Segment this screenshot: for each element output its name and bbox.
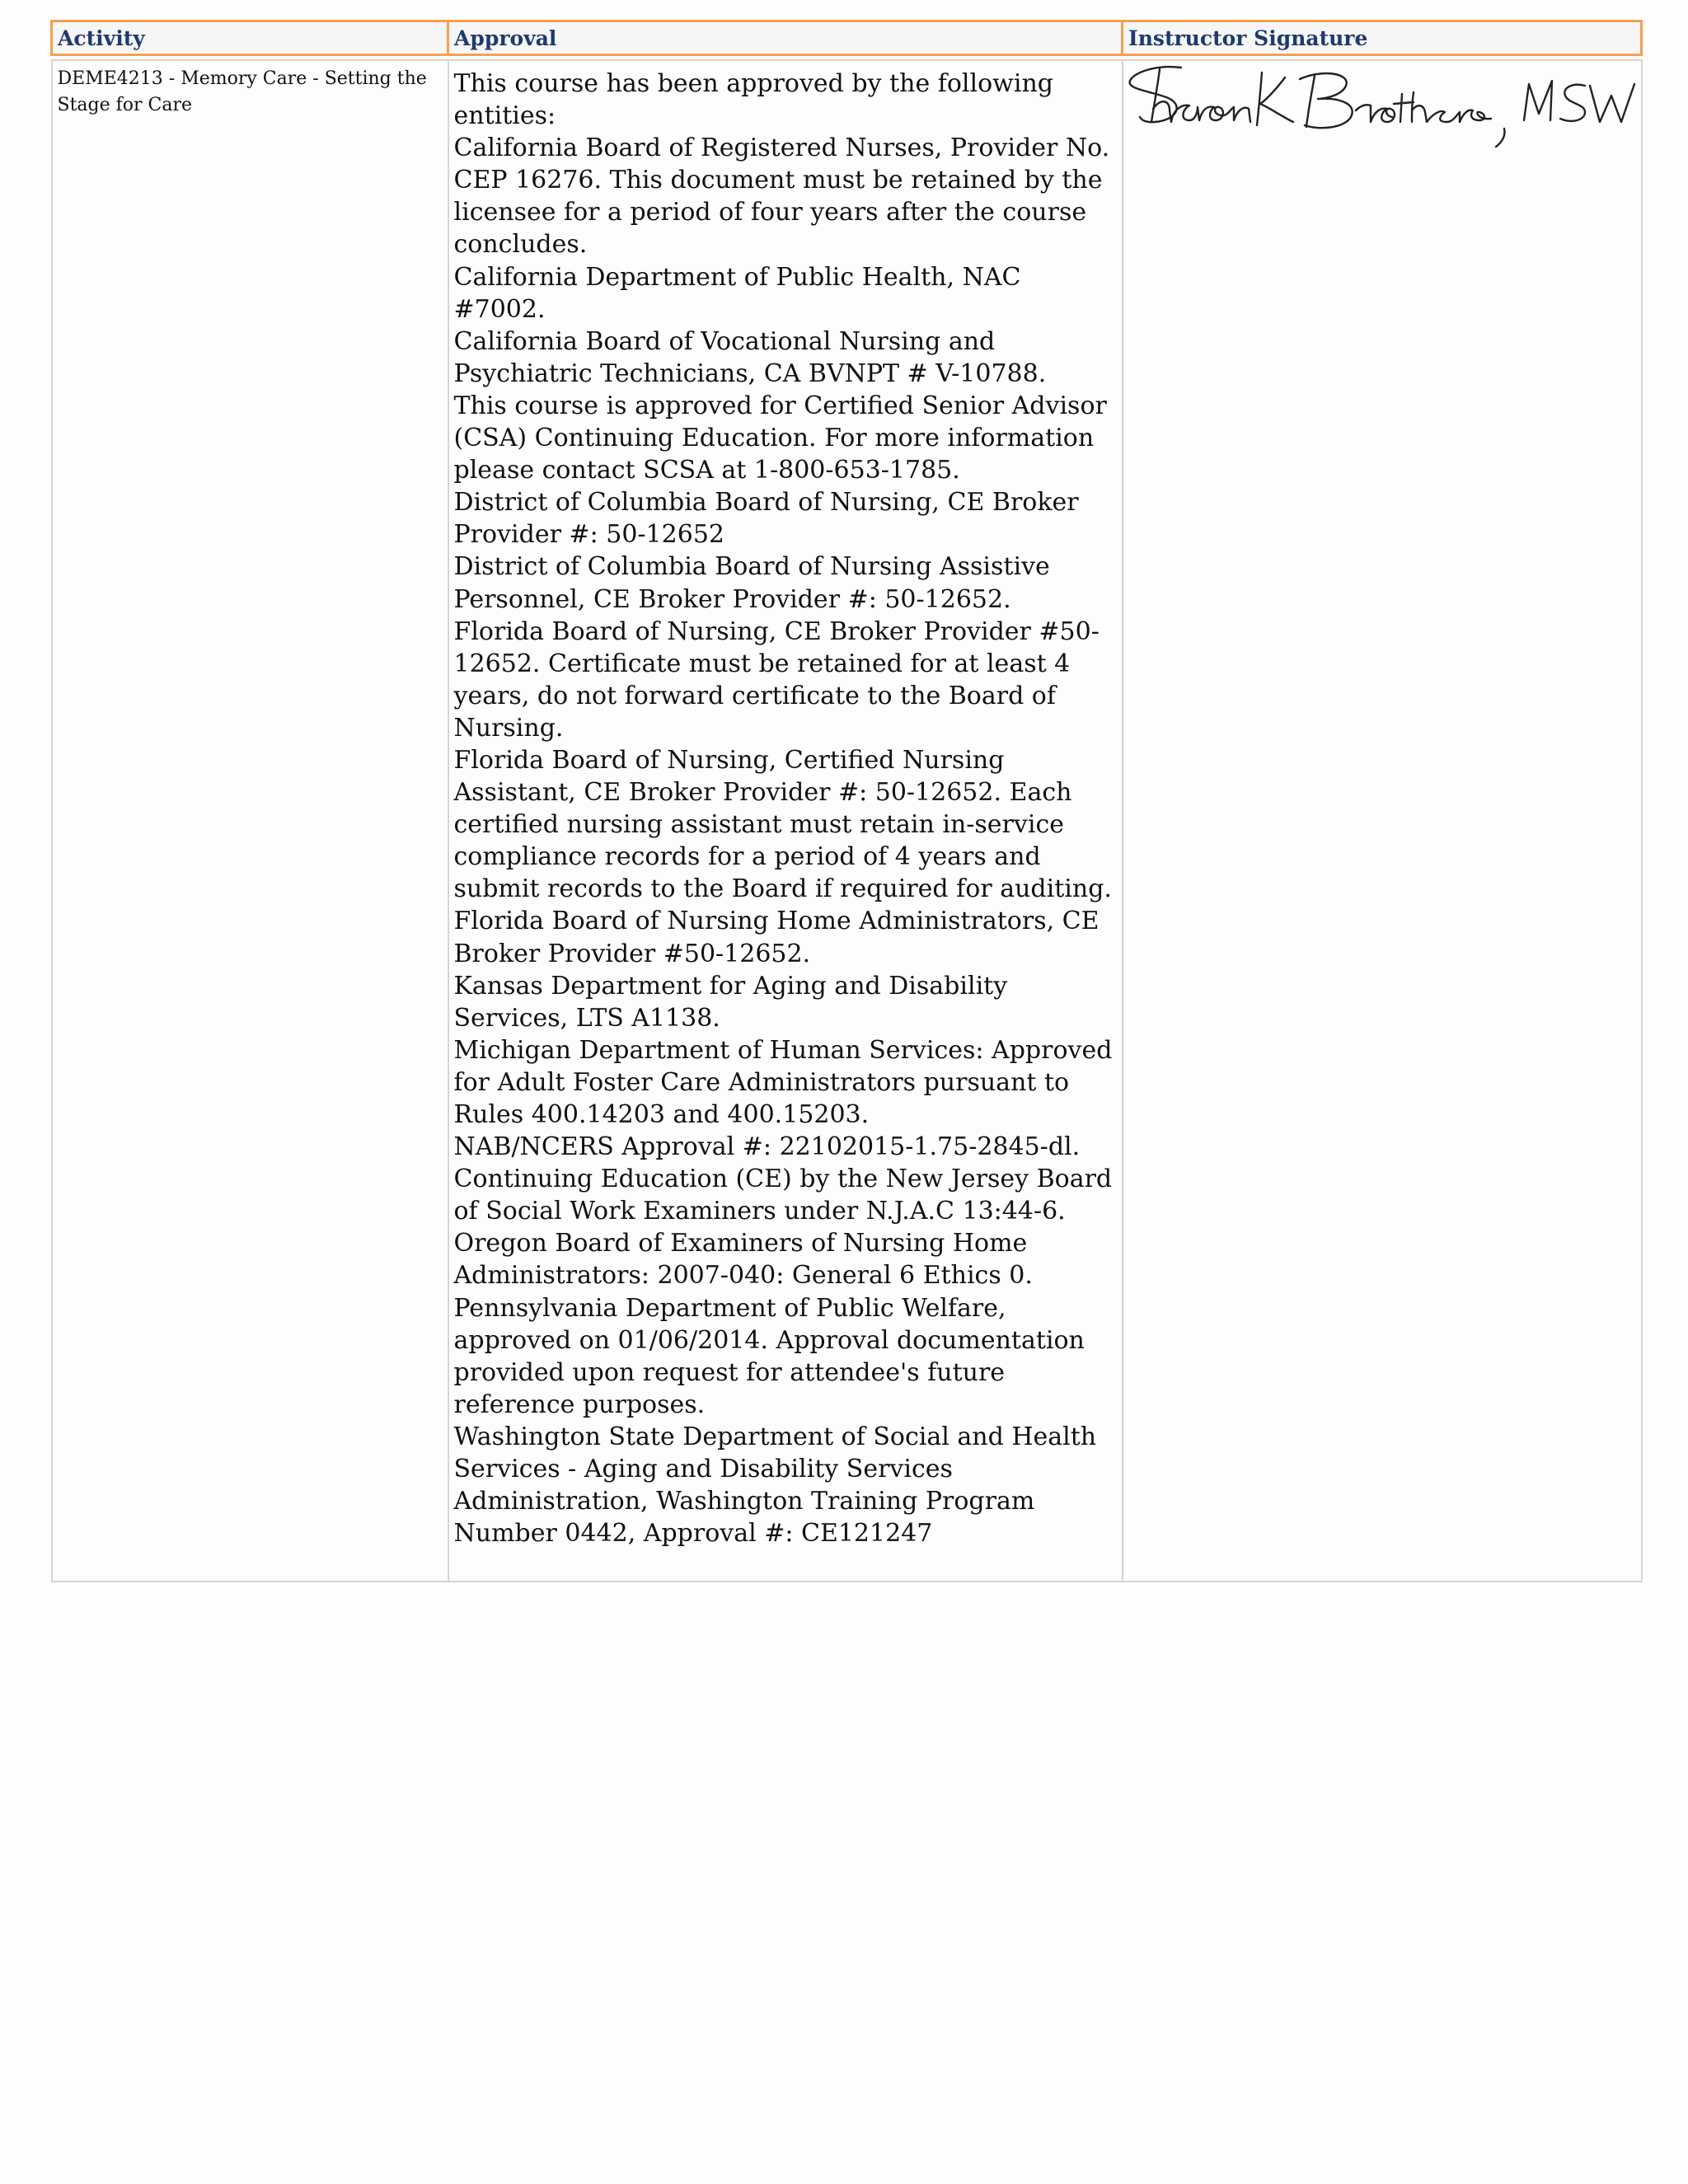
approval-line: California Board of Vocational Nursing and Psychiatric Technicians, CA BVNPT # V-10788. — [453, 326, 1047, 388]
header-instructor-signature: Instructor Signature — [1123, 21, 1642, 55]
approval-line: Pennsylvania Department of Public Welfare, approved on 01/06/2014. Approval documentation provided upon request for attendee's future reference purposes. — [453, 1293, 1085, 1419]
signature-stroke — [1300, 73, 1353, 128]
approval-line: This course has been approved by the following entities: — [453, 69, 1053, 131]
approval-line: California Board of Registered Nurses, Provider No. CEP 16276. This document must be retained by the licensee for a period of four years after the course concludes. — [453, 134, 1110, 260]
approval-line: This course is approved for Certified Senior Advisor (CSA) Continuing Education. For more information please contact SCSA at 1-800-653-1785. — [453, 391, 1107, 485]
header-activity: Activity — [52, 21, 448, 55]
signature-stroke — [1496, 129, 1505, 147]
signature-cell — [1123, 60, 1642, 1582]
signature-stroke — [1151, 69, 1250, 122]
table-header-row — [52, 21, 1642, 55]
approval-table — [50, 20, 1643, 1582]
table-row — [52, 60, 1642, 1582]
approval-line: Washington State Department of Social and Health Services - Aging and Disability Services Administration, Washington Training Program Number 0442, Approval #: CE121247 — [453, 1422, 1097, 1549]
signature-stroke — [1524, 81, 1634, 122]
approval-line: District of Columbia Board of Nursing Assistive Personnel, CE Broker Provider #: 50-12652. — [453, 552, 1050, 614]
approval-line: California Department of Public Health, NAC #7002. — [453, 262, 1021, 324]
approval-line: Continuing Education (CE) by the New Jersey Board of Social Work Examiners under N.J.A.C 13:44-6. — [453, 1165, 1113, 1226]
approval-line: Florida Board of Nursing, Certified Nursing Assistant, CE Broker Provider #: 50-12652. Each certified nursing assistant must retain in-service compliance records for a period of 4 years and submit records to the Board if required for auditing. — [453, 745, 1112, 904]
approval-cell — [448, 60, 1123, 1582]
approval-line: District of Columbia Board of Nursing, CE Broker Provider #: 50-12652 — [453, 488, 1079, 550]
approval-line: Florida Board of Nursing, CE Broker Provider #50-12652. Certificate must be retained for at least 4 years, do not forward certificate to the Board of Nursing. — [453, 616, 1100, 743]
signature-stroke — [1356, 92, 1491, 122]
approval-line: NAB/NCERS Approval #: 22102015-1.75-2845-dl. — [453, 1132, 1081, 1162]
approval-line: Florida Board of Nursing Home Administrators, CE Broker Provider #50-12652. — [453, 907, 1100, 968]
activity-cell: DEME4213 - Memory Care - Setting the Stage for Care — [52, 60, 448, 1582]
certificate-approval-table-wrapper — [50, 20, 1640, 1582]
approval-line: Kansas Department for Aging and Disability Services, LTS A1138. — [453, 971, 1008, 1033]
header-approval: Approval — [448, 21, 1123, 55]
approval-line: Oregon Board of Examiners of Nursing Home Administrators: 2007-040: General 6 Ethics 0. — [453, 1229, 1033, 1291]
signature-stroke — [1257, 73, 1293, 125]
handwritten-signature — [1123, 61, 1641, 160]
approval-line: Michigan Department of Human Services: Approved for Adult Foster Care Administrators pursuant to Rules 400.14203 and 400.15203. — [453, 1035, 1113, 1129]
